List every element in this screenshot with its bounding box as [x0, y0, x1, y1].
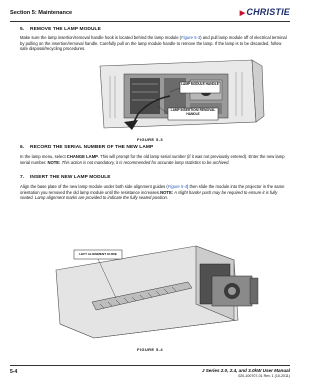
step-7-title: INSERT THE NEW LAMP MODULE: [30, 175, 111, 180]
manual-title: J Series 2.0, 2.4, and 3.0kW User Manual: [201, 368, 290, 373]
step-5-text-1: Make sure the lamp insertion/removal handle hook is located behind the lamp module (: [20, 35, 182, 40]
step-7-text-1: Align the base plate of the new lamp module under both side alignment guides (: [20, 184, 168, 189]
callout-lamp-module-handle: LAMP MODULE HANDLE: [181, 82, 219, 86]
step-5-number: 5.: [20, 27, 25, 32]
figure-5-4-link[interactable]: Figure 5-4: [167, 184, 187, 189]
step-7-number: 7.: [20, 175, 25, 180]
step-6-heading: [20, 145, 153, 150]
step-6-text-1: In the lamp menu, select: [20, 154, 67, 159]
step-7-paragraph: [20, 184, 288, 201]
figure-5-3-caption: FIGURE 5-3: [136, 137, 163, 142]
figure-5-4-illustration: [20, 220, 280, 340]
step-6-note-label: NOTE:: [47, 159, 61, 165]
figure-5-3-illustration: [20, 56, 280, 132]
christie-logo: [240, 7, 290, 17]
step-5-text-2: ) and pull lamp module off of electrical terminal by pulling on the insertion/removal handle. Carefully pull on the lamp module handle to remove the lamp. If the lamp is to be discarded, follow safe disposal/recycling procedures.: [20, 35, 287, 52]
callout-left-alignment-guide: LEFT ALIGNMENT GUIDE: [79, 252, 117, 256]
header-divider: [10, 21, 290, 22]
footer-divider: [10, 365, 290, 366]
step-5-title: REMOVE THE LAMP MODULE: [30, 27, 101, 32]
step-6-paragraph: [20, 154, 288, 165]
step-6-note-text: This action is not mandatory, it is recommended for accurate lamp statistics to be archived.: [60, 159, 230, 165]
step-6-text-2: . This will prompt for the old lamp serial number (if it was not previously entered). Enter the new lamp serial number.: [20, 154, 285, 165]
step-7-note-text: A slight harder push may be required to ensure it is fully seated. Lamp alignment marks are provided to indicate the fully seated position.: [20, 189, 278, 201]
logo-text: CHRISTIE: [246, 7, 290, 17]
step-7-text-2: ) then slide the module into the projector in the same orientation you removed the old lamp module until the resistance increases.: [20, 184, 285, 195]
figure-5-4-caption: FIGURE 5-4: [136, 347, 163, 352]
logo-mark-icon: ▶: [239, 10, 246, 17]
step-5-paragraph: [20, 35, 288, 52]
callout-lamp-insertion-removal-handle: LAMP INSERTION/ REMOVAL HANDLE: [170, 108, 216, 116]
step-6-title: RECORD THE SERIAL NUMBER OF THE NEW LAMP: [30, 145, 154, 150]
page-number: 5-4: [10, 369, 18, 375]
step-7-note-label: NOTE:: [160, 189, 174, 195]
step-5-heading: [20, 27, 101, 32]
figure-5-3-link[interactable]: Figure 5-3: [181, 35, 201, 40]
step-6-number: 6.: [20, 145, 25, 150]
step-7-heading: [20, 175, 111, 180]
document-number: 020-100707-01 Rev. 1 (10-2011): [238, 374, 290, 378]
change-lamp-label: CHANGE LAMP: [66, 154, 98, 159]
section-header: Section 5: Maintenance: [10, 10, 73, 16]
